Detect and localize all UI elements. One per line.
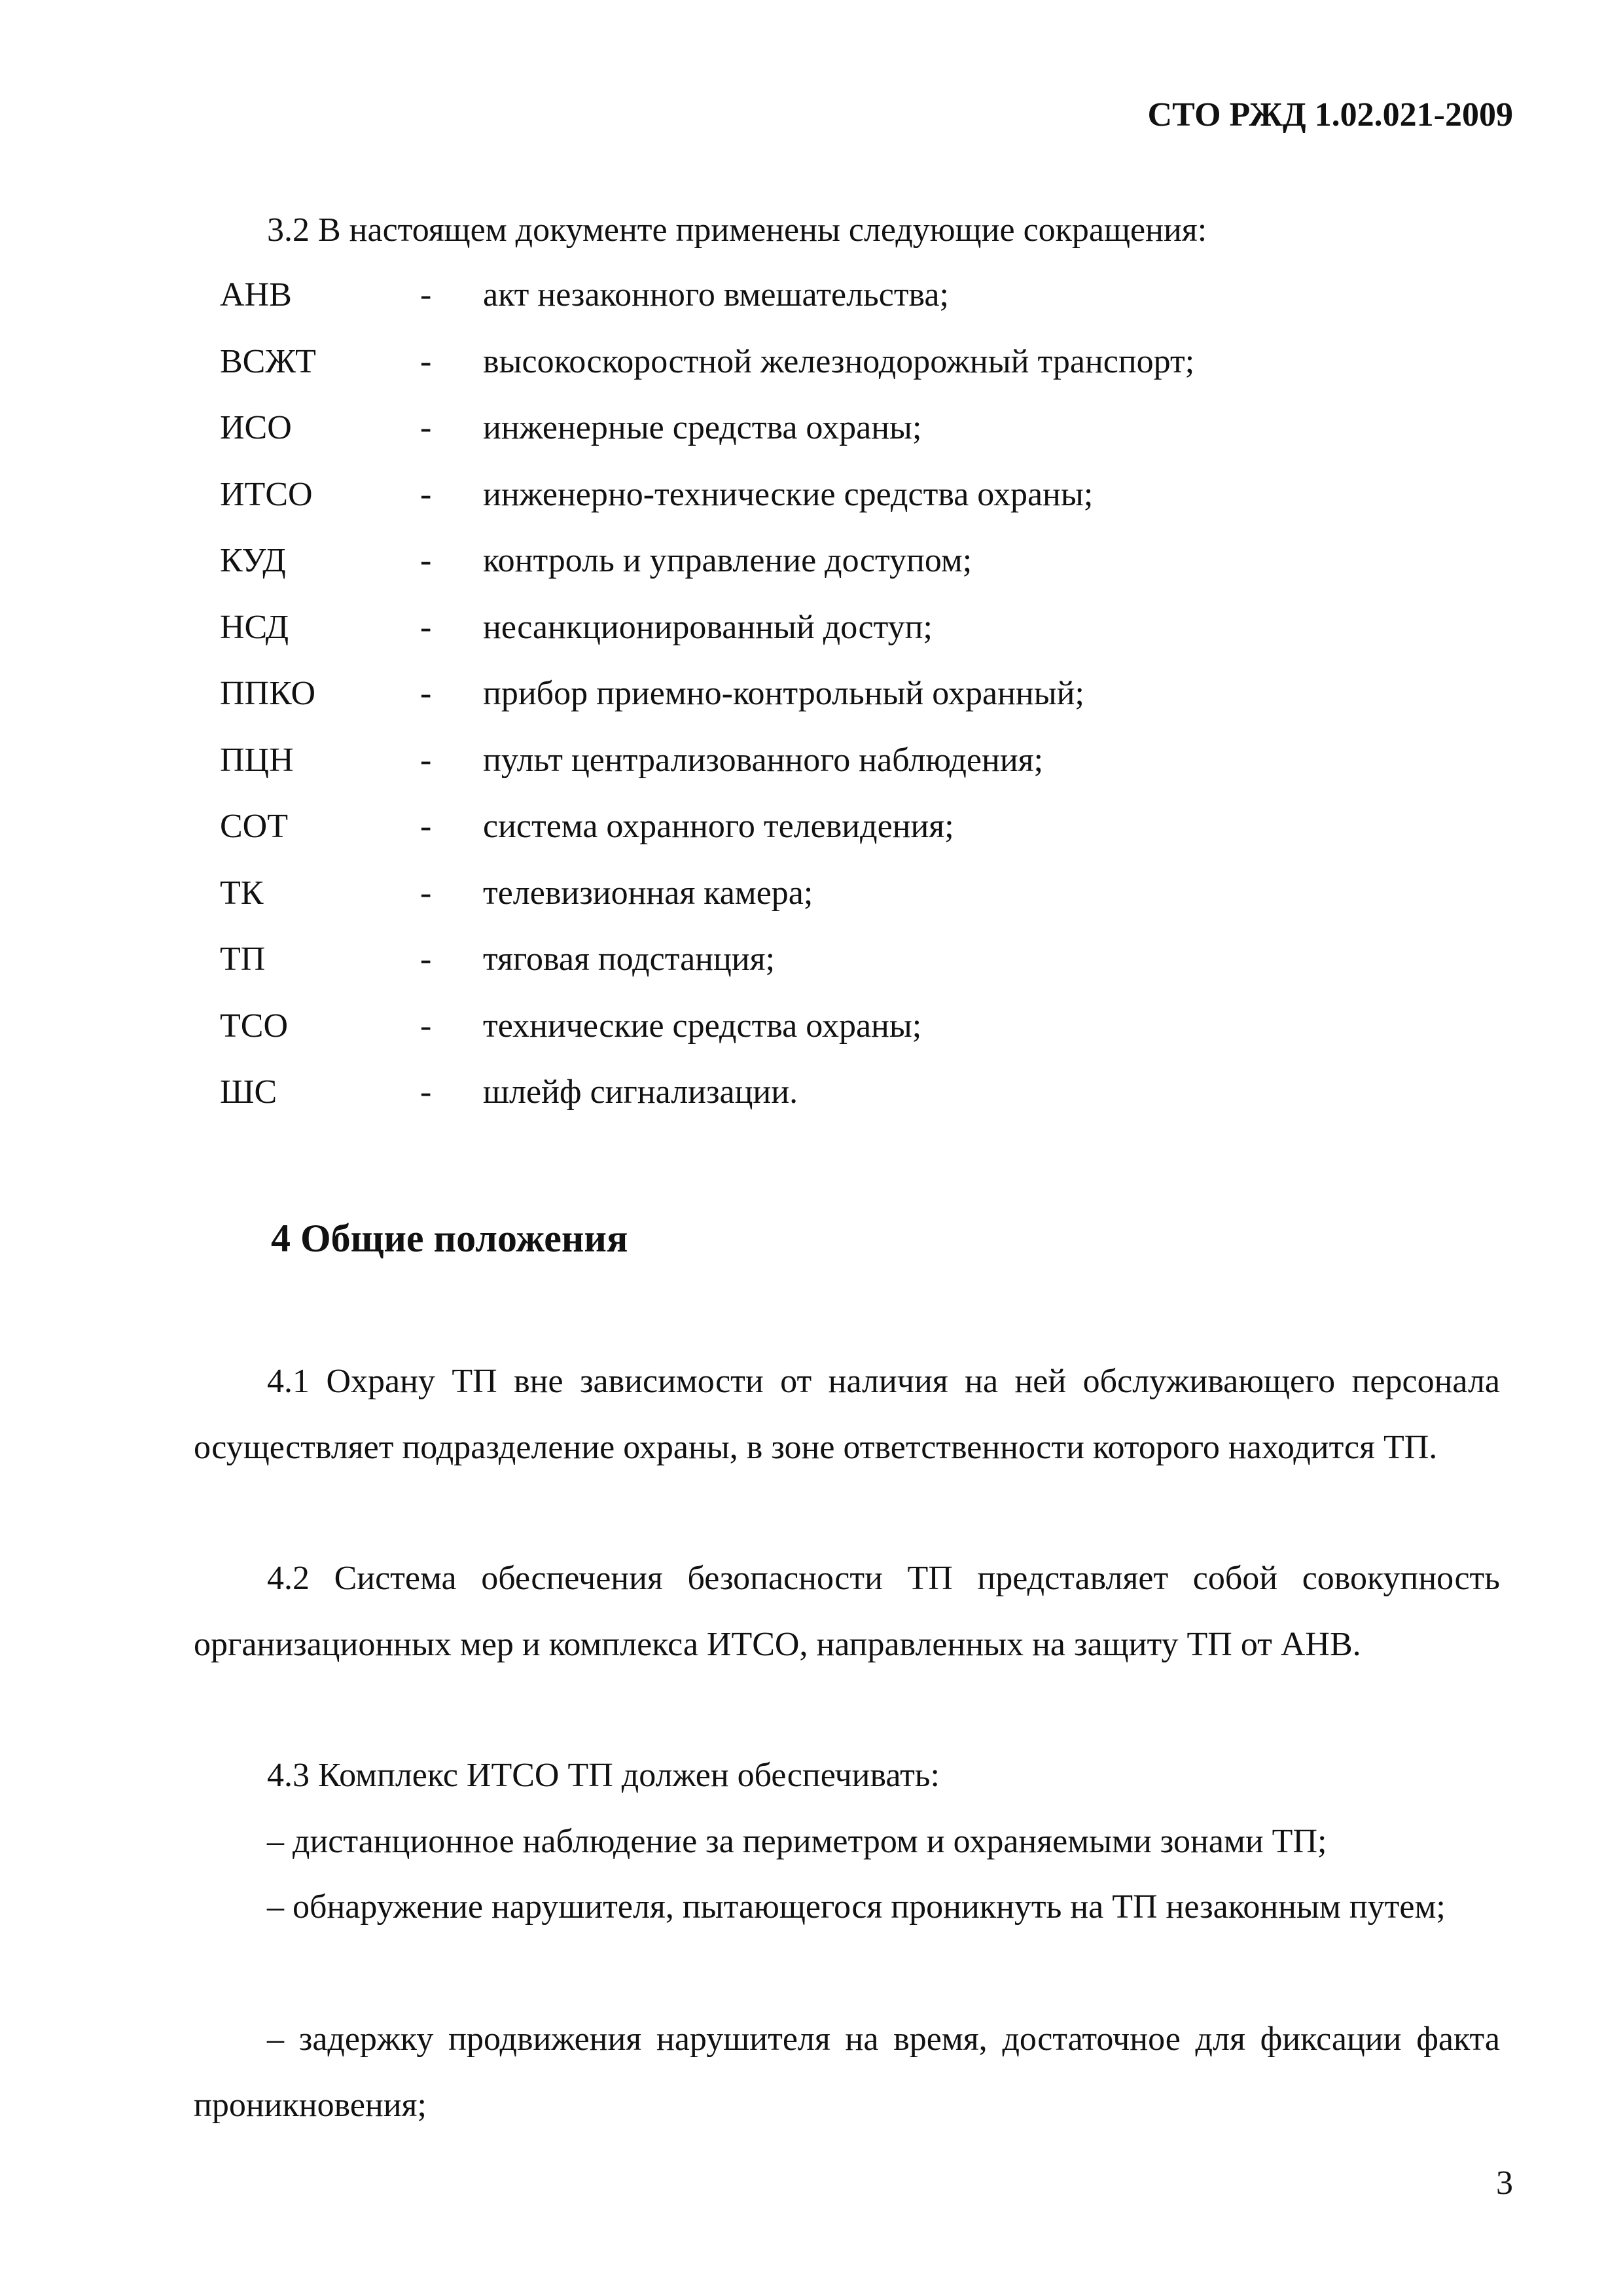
abbreviation-dash: - (420, 741, 432, 779)
paragraph-4-3: 4.3 Комплекс ИТСО ТП должен обеспечивать: (267, 1757, 940, 1794)
abbreviation-definition: высокоскоростной железнодорожный транспорт; (483, 342, 1195, 380)
abbreviation-term: ИТСО (220, 475, 313, 513)
abbreviation-dash: - (420, 675, 432, 712)
abbreviation-term: ТП (220, 941, 266, 978)
list-item: – дистанционное наблюдение за периметром и охраняемыми зонами ТП; (267, 1823, 1327, 1860)
abbreviations-intro: 3.2 В настоящем документе применены следующие сокращения: (267, 211, 1207, 249)
abbreviation-dash: - (420, 1073, 432, 1111)
abbreviation-term: ВСЖТ (220, 342, 316, 380)
abbreviation-term: ППКО (220, 675, 316, 712)
abbreviation-dash: - (420, 276, 432, 314)
abbreviation-definition: телевизионная камера; (483, 874, 813, 912)
abbreviation-term: АНВ (220, 276, 292, 314)
abbreviation-term: НСД (220, 608, 289, 646)
abbreviation-dash: - (420, 808, 432, 845)
abbreviation-dash: - (420, 409, 432, 446)
abbreviation-term: СОТ (220, 808, 288, 845)
page-number: 3 (1496, 2164, 1513, 2202)
abbreviation-term: ТК (220, 874, 264, 912)
abbreviation-term: КУД (220, 542, 286, 579)
abbreviation-dash: - (420, 608, 432, 646)
section-heading: 4 Общие положения (271, 1217, 628, 1260)
list-item: – задержку продвижения нарушителя на время, достаточное для фиксации факта проникновения; (194, 2020, 1500, 2124)
abbreviation-dash: - (420, 475, 432, 513)
abbreviation-dash: - (420, 342, 432, 380)
abbreviation-definition: инженерные средства охраны; (483, 409, 922, 446)
abbreviation-term: ПЦН (220, 741, 294, 779)
abbreviation-dash: - (420, 542, 432, 579)
abbreviation-dash: - (420, 874, 432, 912)
abbreviation-definition: несанкционированный доступ; (483, 608, 933, 646)
list-item: – обнаружение нарушителя, пытающегося проникнуть на ТП незаконным путем; (267, 1888, 1446, 1926)
abbreviation-definition: тяговая подстанция; (483, 941, 776, 978)
abbreviation-definition: прибор приемно-контрольный охранный; (483, 675, 1084, 712)
abbreviation-definition: технические средства охраны; (483, 1007, 922, 1045)
abbreviation-definition: инженерно-технические средства охраны; (483, 475, 1094, 513)
abbreviation-definition: контроль и управление доступом; (483, 542, 972, 579)
abbreviation-definition: акт незаконного вмешательства; (483, 276, 949, 314)
abbreviation-term: ШС (220, 1073, 277, 1111)
paragraph-4-1: 4.1 Охрану ТП вне зависимости от наличия на ней обслуживающего персонала осуществляет подразделение охраны, в зоне ответственности которого находится ТП. (194, 1363, 1500, 1466)
abbreviation-definition: пульт централизованного наблюдения; (483, 741, 1044, 779)
paragraph-4-2: 4.2 Система обеспечения безопасности ТП представляет собой совокупность организационных мер и комплекса ИТСО, направленных на защиту ТП от АНВ. (194, 1560, 1500, 1663)
abbreviation-term: ТСО (220, 1007, 288, 1045)
abbreviation-dash: - (420, 941, 432, 978)
abbreviation-definition: система охранного телевидения; (483, 808, 954, 845)
abbreviation-definition: шлейф сигнализации. (483, 1073, 798, 1111)
abbreviation-term: ИСО (220, 409, 292, 446)
document-code-header: СТО РЖД 1.02.021-2009 (1147, 96, 1513, 134)
abbreviation-dash: - (420, 1007, 432, 1045)
